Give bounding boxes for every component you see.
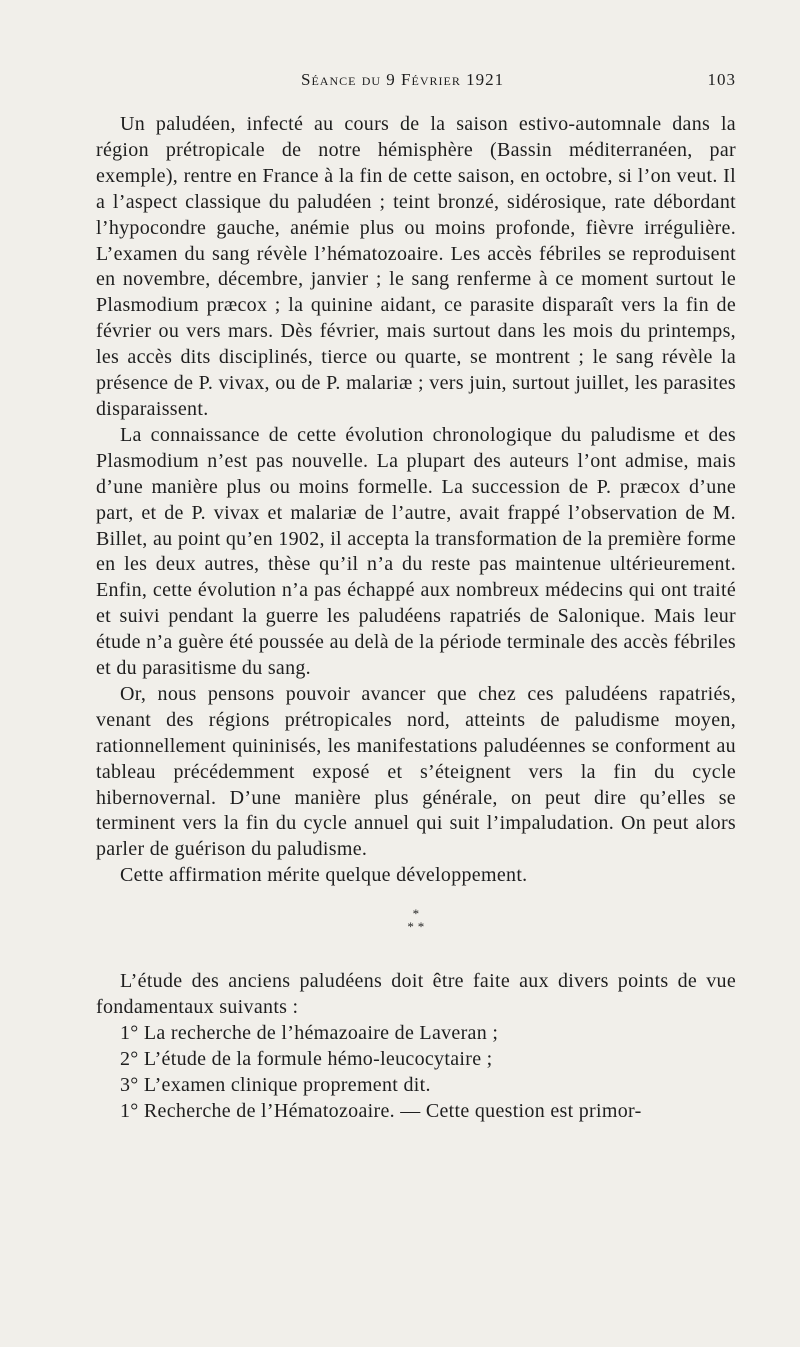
paragraph-1: Un paludéen, infecté au cours de la saison estivo-automnale dans la région prétropicale de notre hémisphère (Bassin méditerranéen, par exemple), rentre en France à la fin de cette saison, en octobre, si l’on veut. Il a l’aspect classique du paludéen ; teint bronzé, sidérosique, rate débordant l’hypocondre gauche, anémie plus ou moins profonde, fièvre irrégulière. L’examen du sang révèle l’hématozoaire. Les accès fébriles se reproduisent en novembre, décembre, janvier ; le sang renferme à ce moment surtout le Plasmodium præcox ; la quinine aidant, ce parasite disparaît vers la fin de février ou vers mars. Dès février, mais surtout dans les mois du printemps, les accès dits disciplinés, tierce ou quarte, se montrent ; le sang révèle la présence de P. vivax, ou de P. malariæ ; vers juin, surtout juillet, les parasites disparaissent. <box>96 113 736 420</box>
running-head: Séance du 9 Février 1921 <box>301 70 505 89</box>
points-list <box>96 1021 736 1125</box>
page-number: 103 <box>707 70 736 89</box>
list-item: 2° L’étude de la formule hémo-leucocytaire ; <box>120 1047 493 1070</box>
list-item: 3° L’examen clinique proprement dit. <box>120 1073 431 1096</box>
paragraph-3: Or, nous pensons pouvoir avancer que chez ces paludéens rapatriés, venant des régions prétropicales nord, atteints de paludisme moyen, rationnellement quininisés, les manifestations paludéennes se conforment au tableau précédemment exposé et s’éteignent vers la fin du cycle hibernovernal. D’une manière plus générale, on peut dire qu’elles se terminent vers la fin du cycle annuel qui suit l’impaludation. On peut alors parler de guérison du paludisme. <box>96 682 736 861</box>
paragraph-2: La connaissance de cette évolution chronologique du paludisme et des Plasmodium n’est pas nouvelle. La plupart des auteurs l’ont admise, mais d’une manière plus ou moins formelle. La succession de P. præcox d’une part, et de P. vivax et malariæ de l’autre, avait frappé l’observation de M. Billet, au point qu’en 1902, il accepta la transformation de la première forme en les deux autres, thèse qu’il n’a du reste pas maintenue ultérieurement. Enfin, cette évolution n’a pas échappé aux nombreux médecins qui ont traité et suivi pendant la guerre les paludéens rapatriés de Salonique. Mais leur étude n’a guère été poussée au delà de la période terminale des accès fébriles et du parasitisme du sang. <box>96 423 736 680</box>
paragraph-4: Cette affirmation mérite quelque développement. <box>120 864 528 887</box>
intro-paragraph: L’étude des anciens paludéens doit être faite aux divers points de vue fondamentaux suivants : <box>96 970 736 1019</box>
section-separator: * * * <box>407 906 425 935</box>
page-header <box>96 70 736 100</box>
body-text <box>96 112 736 1125</box>
section-heading-line: 1° Recherche de l’Hématozoaire. — Cette question est primor- <box>120 1099 642 1122</box>
list-item: 1° La recherche de l’hémazoaire de Laveran ; <box>120 1022 499 1044</box>
